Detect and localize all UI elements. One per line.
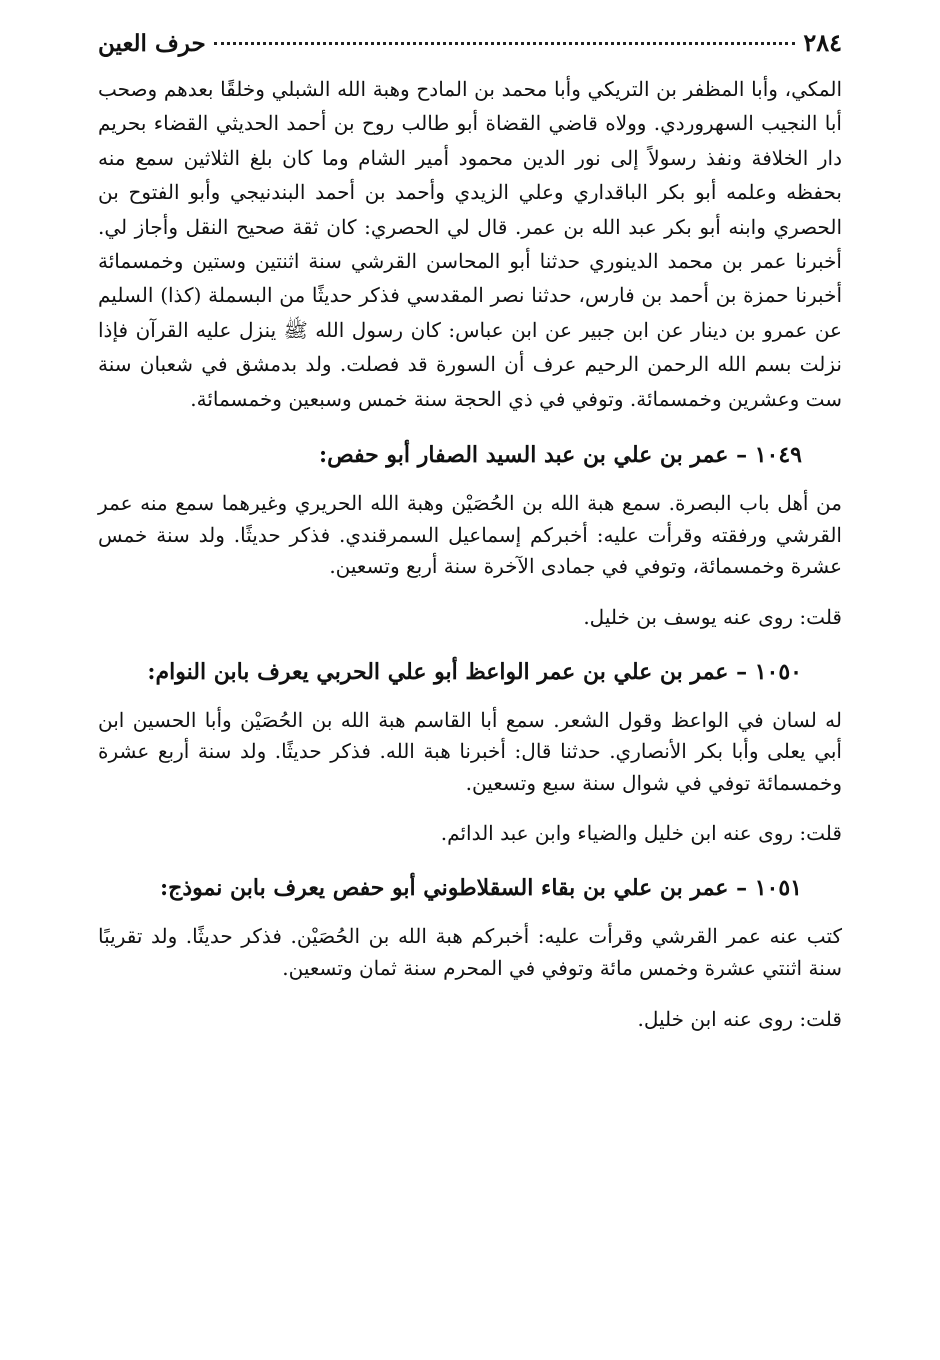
entry-body: كتب عنه عمر القرشي وقرأت عليه: أخبركم هبة الله بن الحُصَيْن. فذكر حديثًا. ولد تقريبًا سنة اثنتي عشرة وخمس مائة وتوفي في المحرم سنة ثمان وتسعين. <box>98 924 842 981</box>
entry-body: من أهل باب البصرة. سمع هبة الله بن الحُصَيْن وهبة الله الحريري وغيرهما سمع منه عمر القرشي ورفقته وقرأت عليه: أخبركم إسماعيل السمرقندي. فذكر حديثًا. ولد سنة خمس عشرة وخمسمائة، وتوفي في جمادى الآخرة سنة أربع وتسعين. <box>98 490 842 579</box>
entry-note: قلت: روى عنه ابن خليل والضياء وابن عبد الدائم. <box>440 821 842 846</box>
entry-heading: ١٠٤٩ – عمر بن علي بن عبد السيد الصفار أبو حفص: <box>318 441 802 468</box>
entry-body: له لسان في الواعظ وقول الشعر. سمع أبا القاسم هبة الله بن الحُصَيْن وأبا الحسين ابن أبي يعلى وأبا بكر الأنصاري. حدثنا قال: أخبرنا هبة الله. فذكر حديثًا. ولد سنة أربع عشرة وخمسمائة توفي في شوال سنة سبع وتسعين. <box>98 707 842 795</box>
entry-heading: ١٠٥٠ – عمر بن علي بن عمر الواعظ أبو علي الحربي يعرف بابن النوام: <box>147 658 802 685</box>
entry-note: قلت: روى عنه يوسف بن خليل. <box>583 604 842 629</box>
entry-1049 <box>98 442 842 633</box>
header-dotted-leader <box>214 42 796 45</box>
entry-heading: ١٠٥١ – عمر بن علي بن بقاء السقلاطوني أبو حفص يعرف بابن نموذج: <box>160 875 802 902</box>
entry-1051 <box>98 875 842 1034</box>
entry-1050 <box>98 659 842 850</box>
section-title: حرف العين <box>98 30 206 57</box>
continuation-paragraph: المكي، وأبا المظفر بن التريكي وأبا محمد بن المادح وهبة الله الشبلي وخلقًا بعدهم وصحب أبا النجيب السهروردي. وولاه قاضي القضاة أبو طالب روح بن أحمد الحديثي القضاء بحريم دار الخلافة ونفذ رسولاً إلى نور الدين محمود أمير الشام وما كان بلغ الثلاثين سمع منه بحفظه وعلمه أبو بكر الباقداري وعلي الزيدي وأحمد بن أحمد البندنيجي وأبو الفتوح بن الحصري وابنه أبو بكر عبد الله بن عمر. قال لي الحصري: كان ثقة صحيح النقل وأجاز لي. أخبرنا عمر بن محمد الدينوري حدثنا أبو المحاسن القرشي سنة اثنتين وستين وخمسمائة أخبرنا حمزة بن أحمد بن فارس، حدثنا نصر المقدسي فذكر حديثًا من البسملة (كذا) السليم عن عمرو بن دينار عن ابن جبير عن ابن عباس: كان رسول الله ﷺ ينزل عليه القرآن فإذا نزلت بسم الله الرحمن الرحيم عرف أن السورة قد فصلت. ولد بدمشق في شعبان سنة ست وعشرين وخمسمائة. وتوفي في ذي الحجة سنة خمس وسبعين وخمسمائة. <box>98 77 843 411</box>
running-header <box>98 28 842 72</box>
page-number: ٢٨٤ <box>803 28 842 57</box>
entry-note: قلت: روى عنه ابن خليل. <box>637 1006 842 1031</box>
